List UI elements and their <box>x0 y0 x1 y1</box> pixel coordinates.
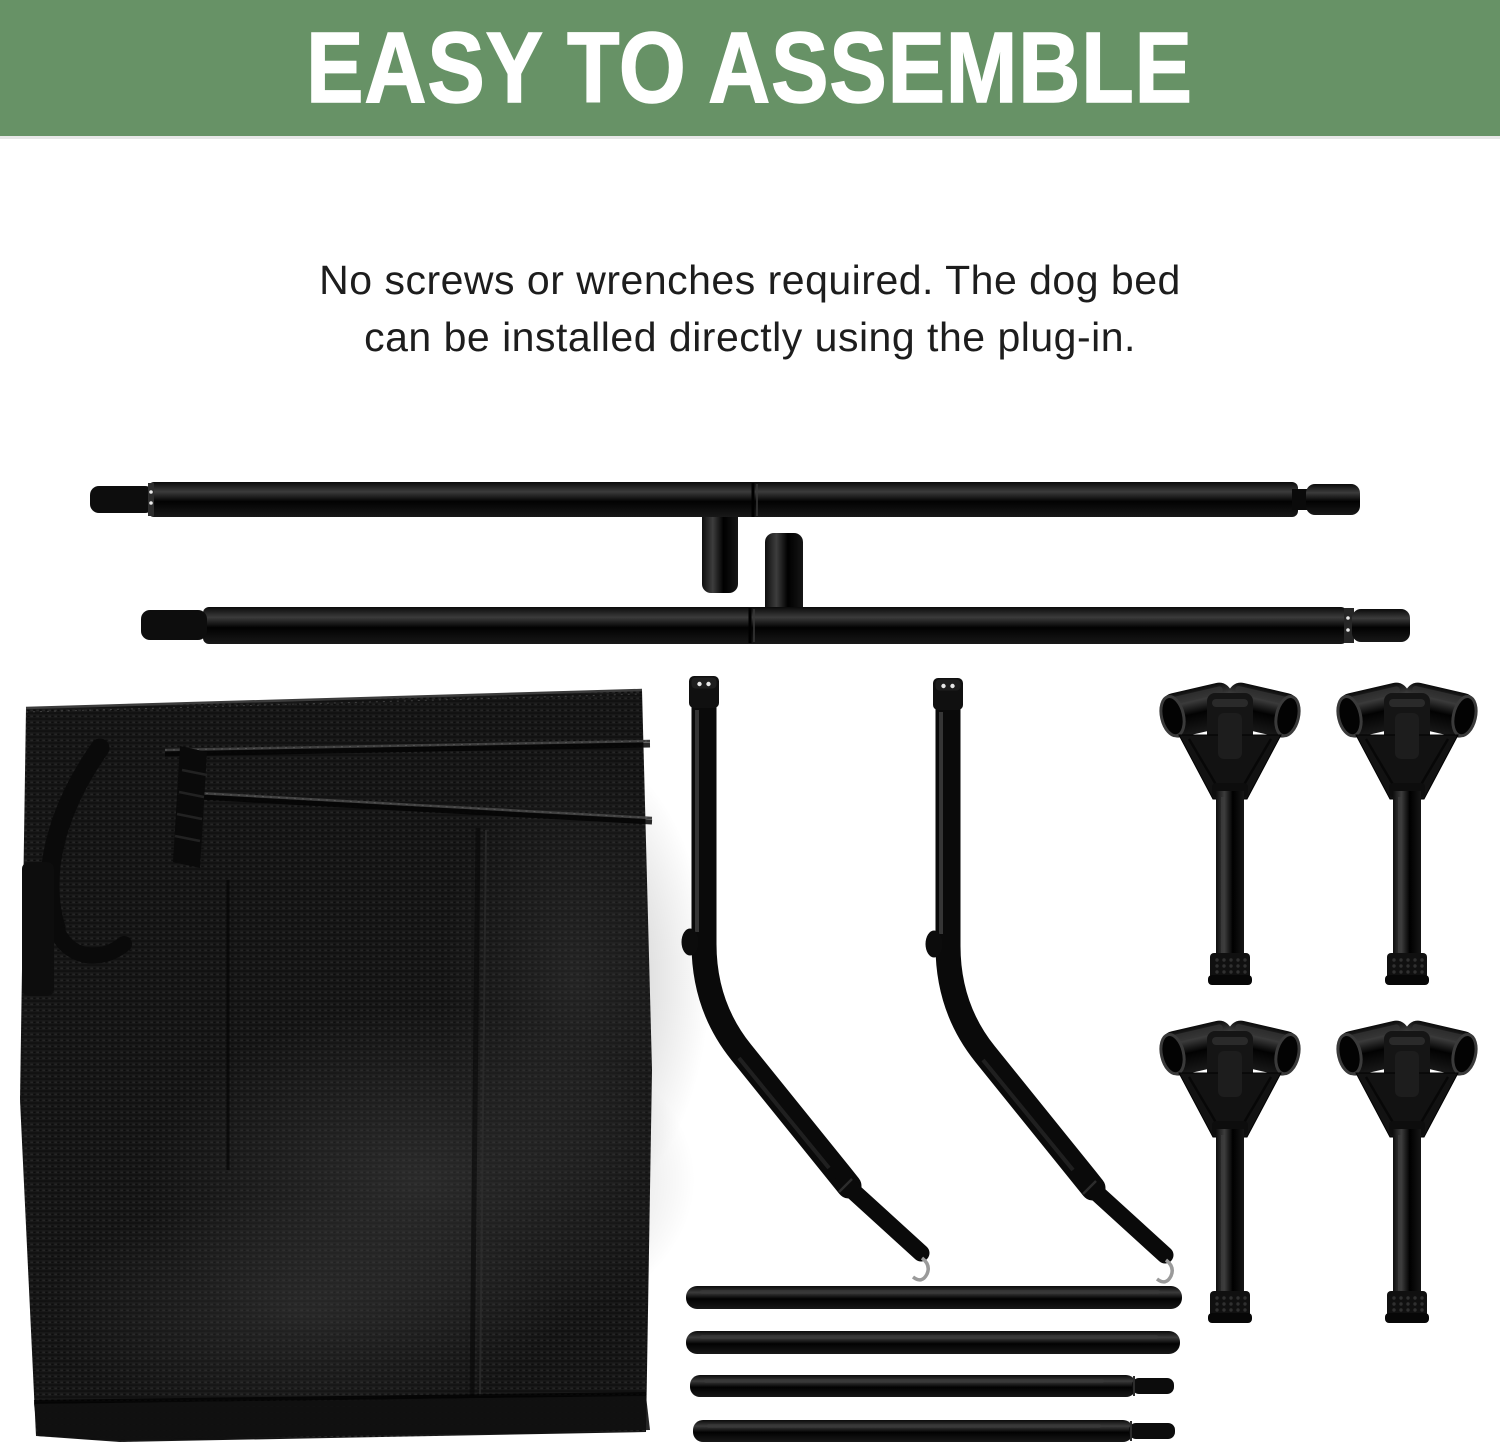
t-foot-4 <box>1334 1018 1481 1323</box>
banner-title: EASY TO ASSEMBLE <box>306 11 1194 124</box>
bent-leg-2 <box>926 678 1173 1282</box>
crossbar-bottom <box>141 533 1410 644</box>
short-tube-4 <box>693 1420 1175 1442</box>
short-tube-3 <box>690 1375 1174 1397</box>
t-foot-1 <box>1157 680 1304 985</box>
bent-leg-1 <box>682 676 929 1280</box>
crossbar-top <box>90 482 1360 593</box>
description-line-1: No screws or wrenches required. The dog bed <box>319 257 1181 303</box>
short-tube-1 <box>686 1286 1182 1309</box>
fabric-cover <box>20 690 710 1442</box>
description <box>0 252 1500 366</box>
crossbar-top-stub <box>702 505 738 593</box>
t-foot-2 <box>1334 680 1481 985</box>
banner <box>0 0 1500 139</box>
description-line-2: can be installed directly using the plug-in. <box>364 314 1136 360</box>
short-tube-2 <box>686 1331 1180 1354</box>
t-foot-3 <box>1157 1018 1304 1323</box>
